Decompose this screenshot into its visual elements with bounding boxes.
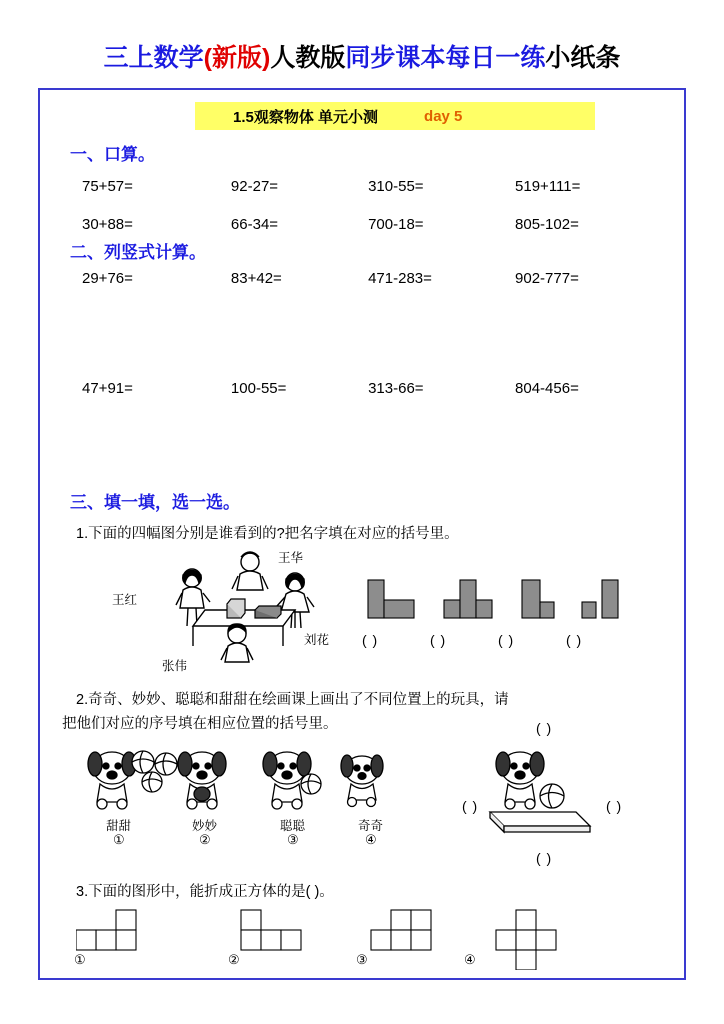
question-2-text-line-1: 2.奇奇、妙妙、聪聪和甜甜在绘画课上画出了不同位置上的玩具，请	[76, 692, 509, 708]
title-part-2: (新版)	[203, 44, 271, 72]
problem-cell: 29+76=	[82, 270, 133, 287]
label-liuhua: 刘花	[304, 633, 330, 647]
problem-cell: 310-55=	[368, 178, 424, 195]
section-two-heading: 二、列竖式计算。	[70, 243, 206, 262]
column-math-row-2	[62, 380, 662, 397]
title-part-3: 人教版	[270, 44, 346, 72]
problem-cell: 804-456=	[515, 380, 579, 397]
title-part-5: 小纸条	[545, 44, 621, 72]
title-part-4: 同步课本每日一练	[345, 44, 546, 72]
banner-title: 1.5观察物体 单元小测	[233, 108, 379, 126]
problem-cell: 92-27=	[230, 178, 279, 195]
dog-toy-views-illustration	[80, 742, 440, 812]
q2-blank-left[interactable]: ( )	[462, 798, 479, 814]
net-option-4[interactable]: ④	[464, 952, 476, 967]
problem-cell: 83+42=	[230, 270, 282, 287]
label-wanghong: 王红	[112, 593, 138, 607]
worksheet-frame	[38, 88, 686, 980]
toy-number-1: ①	[113, 832, 125, 847]
toy-label-2: 妙妙	[192, 819, 218, 833]
toy-label-1: 甜甜	[106, 819, 132, 833]
toy-label-3: 聪聪	[280, 819, 306, 833]
net-option-1[interactable]: ①	[74, 952, 86, 967]
q1-blank-2[interactable]: ( )	[430, 632, 447, 648]
title-part-1: 三上数学	[103, 44, 204, 72]
problem-cell: 313-66=	[368, 380, 424, 397]
question-3-text: 3.下面的图形中，能折成正方体的是( )。	[76, 884, 334, 900]
page-title	[0, 0, 724, 74]
mental-math-row-1	[62, 178, 662, 195]
section-one-heading: 一、口算。	[70, 145, 155, 164]
q1-blank-1[interactable]: ( )	[362, 632, 379, 648]
q2-blank-top[interactable]: ( )	[536, 720, 553, 736]
problem-cell: 700-18=	[368, 216, 424, 233]
problem-cell: 805-102=	[515, 216, 579, 233]
four-views-illustration	[360, 572, 640, 634]
problem-cell: 902-777=	[515, 270, 579, 287]
question-1-text: 1.下面的四幅图分别是谁看到的?把名字填在对应的括号里。	[76, 526, 459, 542]
problem-cell: 471-283=	[368, 270, 432, 287]
q2-blank-bottom[interactable]: ( )	[536, 850, 553, 866]
q1-blank-3[interactable]: ( )	[498, 632, 515, 648]
problem-cell: 100-55=	[230, 380, 287, 397]
mental-math-row-2	[62, 216, 662, 233]
problem-cell: 47+91=	[82, 380, 133, 397]
unit-test-banner	[195, 102, 595, 130]
toy-label-4: 奇奇	[358, 819, 384, 833]
question-2-text-line-2: 把他们对应的序号填在相应位置的括号里。	[62, 716, 338, 732]
column-math-row-1	[62, 270, 662, 287]
banner-day: day 5	[424, 107, 463, 125]
problem-cell: 519+111=	[515, 178, 581, 195]
q1-blank-4[interactable]: ( )	[566, 632, 583, 648]
dog-on-board-illustration	[476, 740, 606, 840]
toy-number-3: ③	[287, 832, 299, 847]
toy-number-4: ④	[365, 832, 377, 847]
label-zhangwei: 张伟	[162, 659, 188, 673]
q2-blank-right[interactable]: ( )	[606, 798, 623, 814]
net-option-3[interactable]: ③	[356, 952, 368, 967]
problem-cell: 66-34=	[230, 216, 279, 233]
toy-number-2: ②	[199, 832, 211, 847]
problem-cell: 30+88=	[82, 216, 133, 233]
net-option-2[interactable]: ②	[228, 952, 240, 967]
problem-cell: 75+57=	[82, 178, 133, 195]
kids-around-table-illustration	[145, 548, 355, 666]
section-three-heading: 三、填一填，选一选。	[70, 493, 240, 512]
label-wanghua: 王华	[278, 551, 304, 565]
